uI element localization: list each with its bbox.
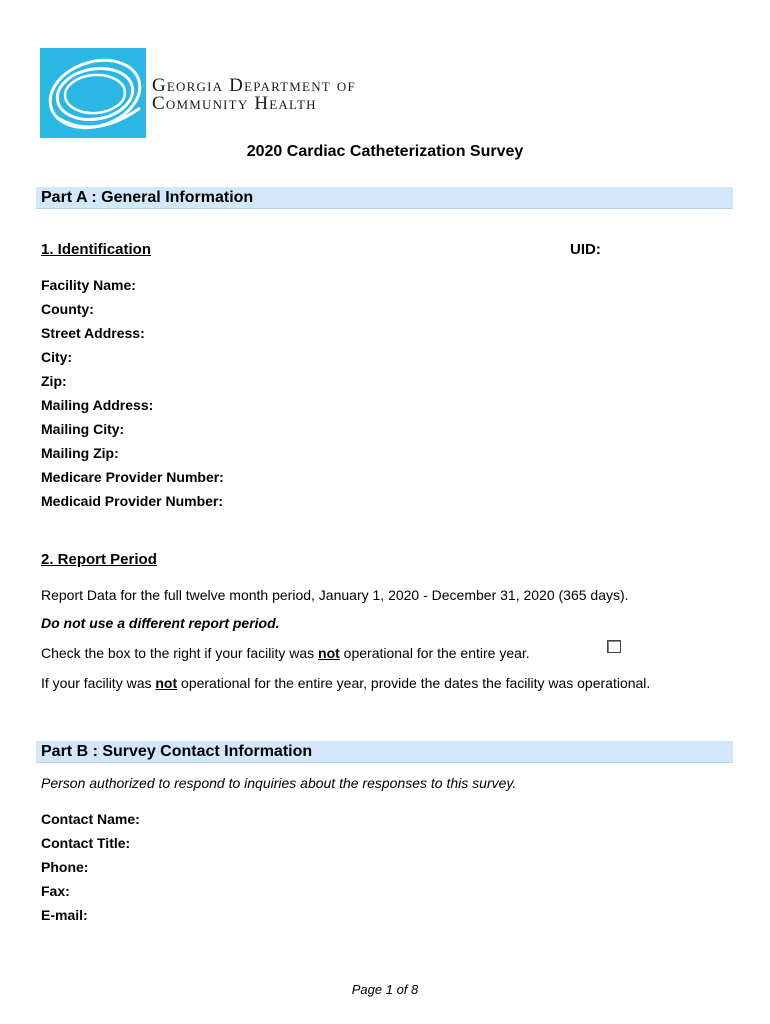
medicare-provider-number-label: Medicare Provider Number: bbox=[41, 469, 224, 485]
street-address-label: Street Address: bbox=[41, 325, 145, 341]
city-label: City: bbox=[41, 349, 73, 365]
mailing-city-label: Mailing City: bbox=[41, 421, 125, 437]
logo-text-line2: Community Health bbox=[152, 93, 317, 114]
not-operational-checkbox[interactable] bbox=[607, 640, 621, 653]
phone-label: Phone: bbox=[41, 859, 89, 875]
dates-text-post: operational for the entire year, provide the dates the facility was operational. bbox=[177, 675, 651, 691]
mailing-address-label: Mailing Address: bbox=[41, 397, 154, 413]
check-text-post: operational for the entire year. bbox=[339, 645, 530, 661]
contact-name-label: Contact Name: bbox=[41, 811, 140, 827]
dch-logo-icon bbox=[40, 48, 146, 138]
page-number: Page 1 of 8 bbox=[351, 982, 419, 997]
identification-heading: 1. Identification bbox=[41, 241, 152, 258]
dates-text-emphasis: not bbox=[155, 675, 178, 691]
part-b-title: Part B : Survey Contact Information bbox=[41, 743, 313, 760]
contact-title-label: Contact Title: bbox=[41, 835, 131, 851]
logo-text-line1: Georgia Department of bbox=[152, 75, 356, 96]
report-period-text: Report Data for the full twelve month period, January 1, 2020 - December 31, 2020 (365 days). bbox=[41, 587, 629, 603]
uid-label: UID: bbox=[570, 241, 601, 258]
medicaid-provider-number-label: Medicaid Provider Number: bbox=[41, 493, 224, 509]
operational-dates-text bbox=[41, 674, 650, 692]
mailing-zip-label: Mailing Zip: bbox=[41, 445, 119, 461]
report-period-warning: Do not use a different report period. bbox=[41, 615, 280, 631]
fax-label: Fax: bbox=[41, 883, 70, 899]
check-text-emphasis: not bbox=[318, 645, 340, 661]
dates-text-pre: If your facility was bbox=[41, 675, 156, 691]
contact-intro-text: Person authorized to respond to inquiries about the responses to this survey. bbox=[41, 775, 517, 791]
part-a-title: Part A : General Information bbox=[41, 189, 254, 206]
facility-name-label: Facility Name: bbox=[41, 277, 136, 293]
zip-label: Zip: bbox=[41, 373, 67, 389]
not-operational-check-text bbox=[41, 644, 530, 662]
email-label: E-mail: bbox=[41, 907, 88, 923]
page-title: 2020 Cardiac Catheterization Survey bbox=[246, 143, 524, 160]
report-period-heading: 2. Report Period bbox=[41, 551, 157, 568]
county-label: County: bbox=[41, 301, 94, 317]
check-text-pre: Check the box to the right if your facility was bbox=[41, 645, 319, 661]
